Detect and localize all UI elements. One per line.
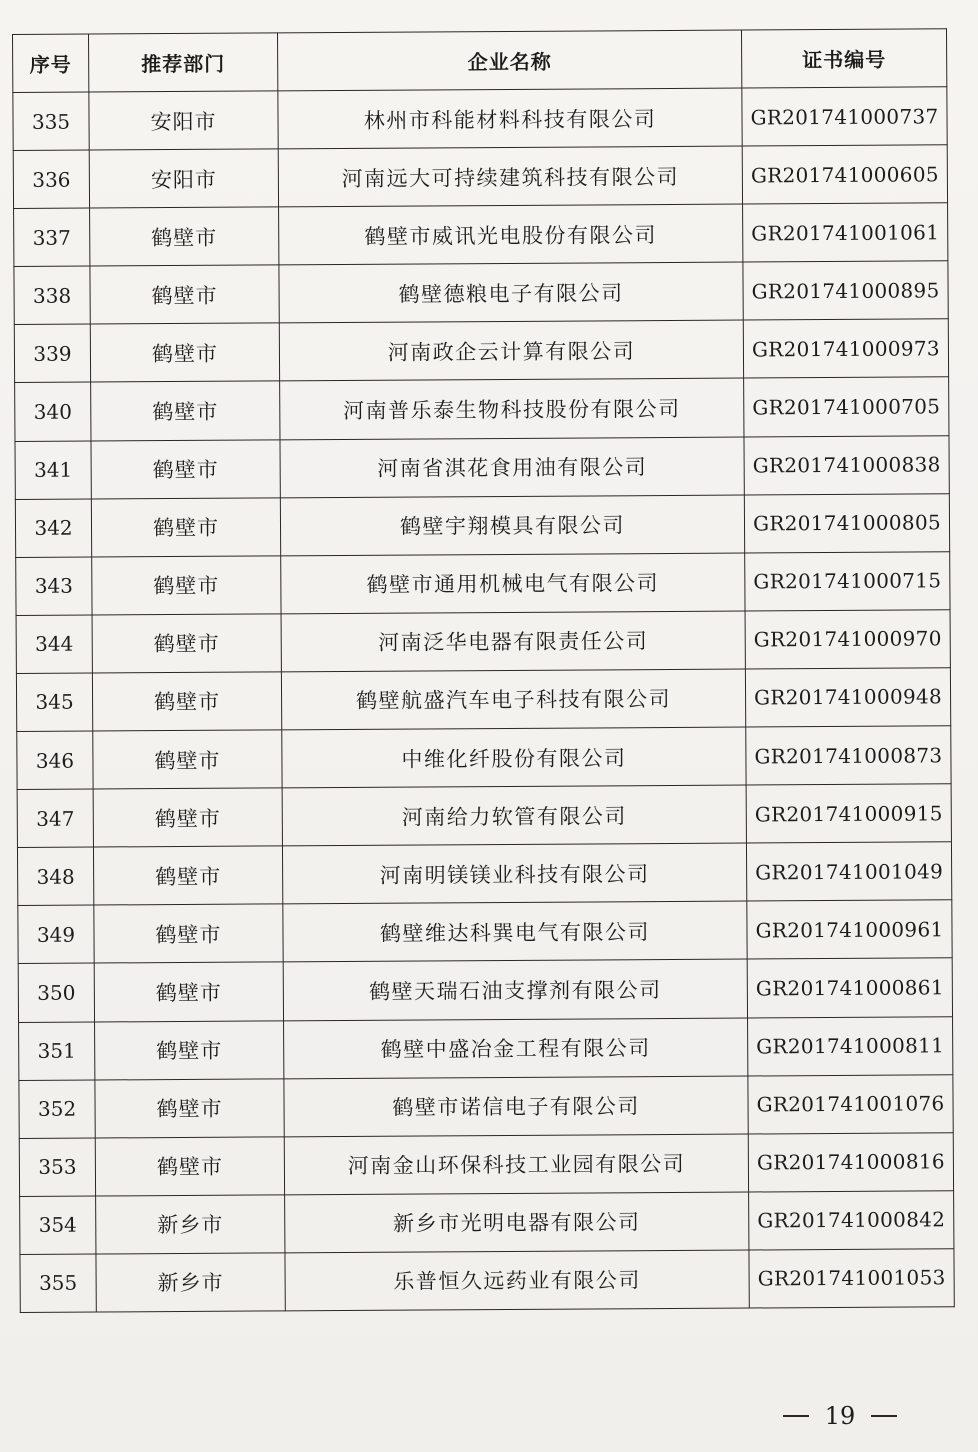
row-company-name: 河南给力软管有限公司 — [282, 785, 746, 846]
row-company-name: 中维化纤股份有限公司 — [282, 727, 746, 788]
row-dept: 鹤壁市 — [95, 1020, 284, 1079]
row-seq: 347 — [17, 789, 93, 848]
row-cert-number: GR201741000605 — [742, 145, 947, 204]
row-company-name: 鹤壁德粮电子有限公司 — [279, 262, 743, 323]
header-name: 企业名称 — [277, 30, 741, 91]
table-row — [17, 842, 951, 906]
row-cert-number: GR201741001061 — [743, 203, 948, 262]
row-seq: 338 — [14, 266, 90, 325]
row-company-name: 鹤壁市通用机械电气有限公司 — [281, 553, 745, 614]
row-dept: 鹤壁市 — [93, 730, 282, 789]
row-seq: 337 — [14, 208, 90, 267]
row-cert-number: GR201741001049 — [746, 842, 951, 901]
row-dept: 安阳市 — [89, 149, 278, 208]
row-company-name: 河南政企云计算有限公司 — [279, 320, 743, 381]
row-seq: 339 — [14, 324, 90, 383]
table-row — [14, 203, 948, 267]
row-dept: 鹤壁市 — [93, 788, 282, 847]
enterprise-table-container — [12, 28, 954, 1312]
row-dept: 安阳市 — [89, 91, 278, 150]
row-company-name: 河南省淇花食用油有限公司 — [280, 437, 744, 498]
table-row — [20, 1191, 954, 1255]
row-dept: 鹤壁市 — [91, 381, 280, 440]
row-cert-number: GR201741000842 — [749, 1191, 954, 1250]
header-row — [13, 29, 947, 93]
table-row — [15, 493, 949, 557]
row-company-name: 河南远大可持续建筑科技有限公司 — [278, 146, 742, 207]
row-seq: 354 — [20, 1196, 96, 1255]
row-cert-number: GR201741000838 — [744, 435, 949, 494]
row-company-name: 乐普恒久远药业有限公司 — [285, 1250, 749, 1311]
row-seq: 346 — [17, 731, 93, 790]
row-company-name: 河南泛华电器有限责任公司 — [281, 611, 745, 672]
row-cert-number: GR201741000970 — [745, 610, 950, 669]
row-cert-number: GR201741000948 — [745, 668, 950, 727]
row-seq: 341 — [15, 441, 91, 500]
footer-dash-right — [871, 1415, 897, 1417]
table-row — [14, 261, 948, 325]
row-seq: 335 — [13, 92, 89, 151]
row-cert-number: GR201741000811 — [748, 1016, 953, 1075]
row-company-name: 鹤壁市威讯光电股份有限公司 — [279, 204, 743, 265]
table-row — [16, 610, 950, 674]
table-row — [18, 958, 952, 1022]
table-row — [18, 900, 952, 964]
row-dept: 鹤壁市 — [92, 614, 281, 673]
table-row — [16, 552, 950, 616]
row-dept: 鹤壁市 — [90, 265, 279, 324]
row-cert-number: GR201741000973 — [743, 319, 948, 378]
row-dept: 鹤壁市 — [90, 323, 279, 382]
table-row — [15, 377, 949, 441]
row-seq: 355 — [20, 1254, 96, 1313]
row-seq: 343 — [16, 557, 92, 616]
table-row — [19, 1132, 953, 1196]
row-dept: 鹤壁市 — [95, 1137, 284, 1196]
row-seq: 342 — [15, 499, 91, 558]
row-cert-number: GR201741001076 — [748, 1074, 953, 1133]
table-body — [13, 87, 954, 1313]
page-footer — [770, 1398, 910, 1434]
row-dept: 鹤壁市 — [91, 498, 280, 557]
row-dept: 鹤壁市 — [95, 1078, 284, 1137]
table-header — [13, 29, 947, 93]
row-seq: 344 — [16, 615, 92, 674]
page-number: 19 — [824, 1402, 856, 1430]
row-company-name: 河南普乐泰生物科技股份有限公司 — [280, 379, 744, 440]
row-seq: 348 — [17, 847, 93, 906]
row-seq: 336 — [13, 150, 89, 209]
row-cert-number: GR201741000915 — [746, 784, 951, 843]
row-company-name: 河南金山环保科技工业园有限公司 — [284, 1134, 748, 1195]
row-dept: 鹤壁市 — [91, 439, 280, 498]
row-seq: 351 — [19, 1022, 95, 1081]
table-row — [13, 145, 947, 209]
row-company-name: 新乡市光明电器有限公司 — [285, 1192, 749, 1253]
row-company-name: 鹤壁中盛冶金工程有限公司 — [284, 1018, 748, 1079]
row-seq: 352 — [19, 1080, 95, 1139]
row-dept: 鹤壁市 — [92, 556, 281, 615]
table-row — [14, 319, 948, 383]
header-cert: 证书编号 — [741, 29, 946, 88]
row-company-name: 鹤壁市诺信电子有限公司 — [284, 1076, 748, 1137]
row-cert-number: GR201741000705 — [744, 377, 949, 436]
row-company-name: 河南明镁镁业科技有限公司 — [282, 843, 746, 904]
row-cert-number: GR201741000895 — [743, 261, 948, 320]
table-row — [20, 1249, 954, 1313]
row-cert-number: GR201741000805 — [744, 493, 949, 552]
row-cert-number: GR201741000715 — [745, 552, 950, 611]
row-dept: 新乡市 — [96, 1253, 285, 1312]
row-cert-number: GR201741000861 — [747, 958, 952, 1017]
row-seq: 340 — [15, 382, 91, 441]
row-cert-number: GR201741000737 — [742, 87, 947, 146]
header-seq: 序号 — [13, 34, 89, 92]
row-company-name: 林州市科能材料科技有限公司 — [278, 88, 742, 149]
row-company-name: 鹤壁宇翔模具有限公司 — [280, 495, 744, 556]
table-row — [13, 87, 947, 151]
row-seq: 349 — [18, 905, 94, 964]
row-dept: 鹤壁市 — [93, 846, 282, 905]
row-dept: 鹤壁市 — [90, 207, 279, 266]
enterprise-table — [12, 28, 955, 1313]
table-row — [17, 784, 951, 848]
row-dept: 鹤壁市 — [92, 672, 281, 731]
row-seq: 350 — [18, 963, 94, 1022]
table-row — [19, 1074, 953, 1138]
row-cert-number: GR201741000873 — [746, 726, 951, 785]
row-cert-number: GR201741001053 — [749, 1249, 954, 1308]
row-cert-number: GR201741000816 — [748, 1132, 953, 1191]
row-cert-number: GR201741000961 — [747, 900, 952, 959]
row-company-name: 鹤壁航盛汽车电子科技有限公司 — [281, 669, 745, 730]
table-row — [17, 726, 951, 790]
row-company-name: 鹤壁维达科巽电气有限公司 — [283, 901, 747, 962]
row-company-name: 鹤壁天瑞石油支撑剂有限公司 — [283, 959, 747, 1020]
table-row — [19, 1016, 953, 1080]
row-dept: 鹤壁市 — [94, 904, 283, 963]
row-dept: 鹤壁市 — [94, 962, 283, 1021]
table-row — [16, 668, 950, 732]
row-dept: 新乡市 — [96, 1195, 285, 1254]
row-seq: 345 — [16, 673, 92, 732]
row-seq: 353 — [19, 1138, 95, 1197]
header-dept: 推荐部门 — [89, 33, 278, 92]
table-row — [15, 435, 949, 499]
footer-dash-left — [783, 1415, 809, 1417]
